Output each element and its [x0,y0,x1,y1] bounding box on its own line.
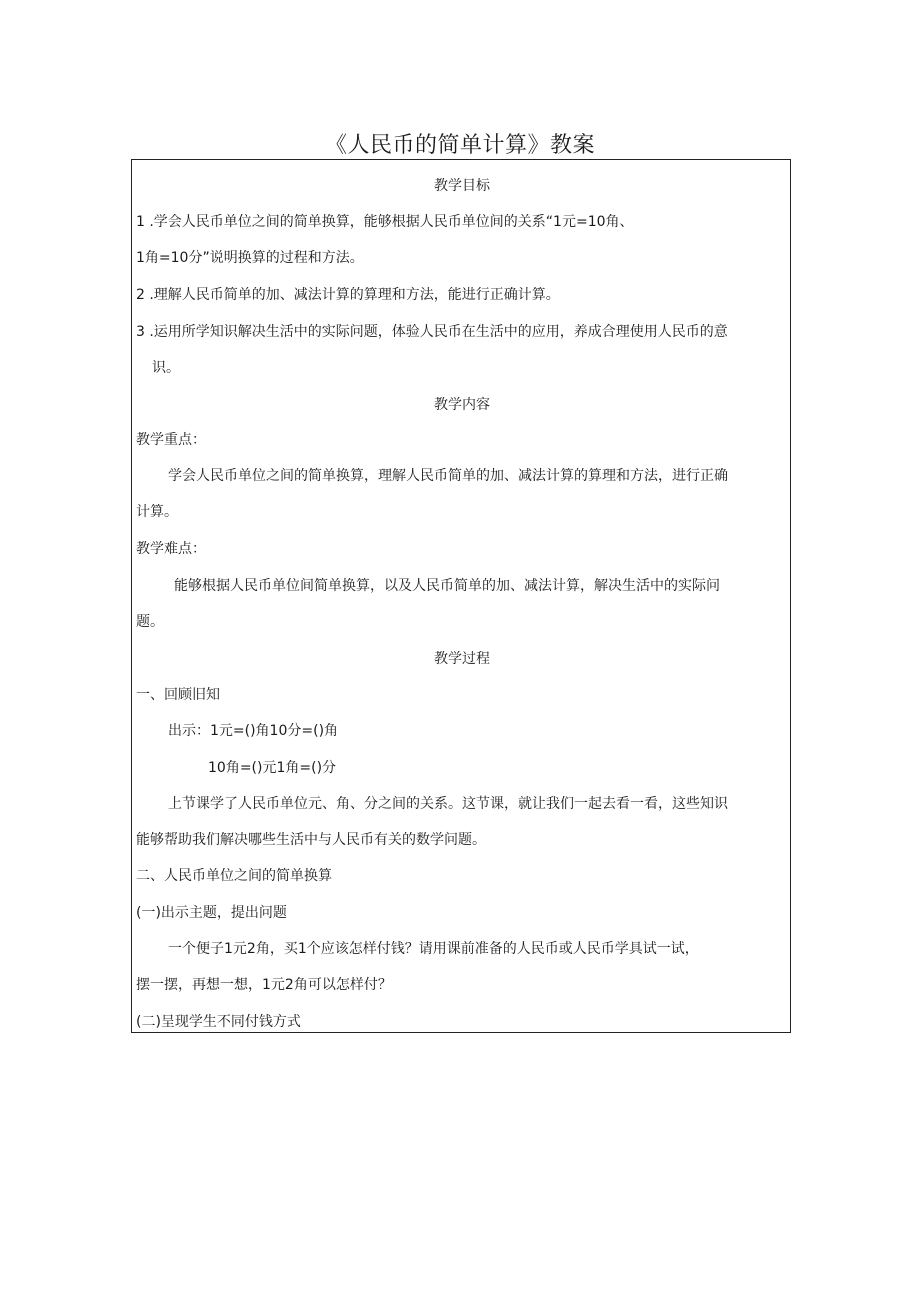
difficulties-label: 教学难点： [136,541,206,557]
problem-text-line-2: 摆一摆，再想一想，1元2角可以怎样付？ [136,977,392,993]
difficulties-line-2: 题。 [136,614,164,630]
objective-1-line-2: 1角=10分”说明换算的过程和方法。 [136,250,364,266]
difficulties-line-1: 能够根据人民币单位间简单换算，以及人民币简单的加、减法计算，解决生活中的实际问 [174,578,720,594]
part-1-heading: 一、回顾旧知 [136,687,220,703]
review-exercise-1: 出示：1元=()角10分=()角 [168,723,339,739]
review-text-line-1: 上节课学了人民币单位元、角、分之间的关系。这节课，就让我们一起去看一看，这些知识 [168,796,728,812]
review-text-line-2: 能够帮助我们解决哪些生活中与人民币有关的数学问题。 [136,832,486,848]
section-heading-process: 教学过程 [434,651,490,667]
key-points-label: 教学重点： [136,432,206,448]
document-title: 《人民币的简单计算》教案 [324,133,595,158]
objective-3-line-1: 3 .运用所学知识解决生活中的实际问题，体验人民币在生活中的应用，养成合理使用人民币的意 [136,324,728,340]
objective-2: 2 .理解人民币简单的加、减法计算的算理和方法，能进行正确计算。 [136,287,560,303]
subsection-1-heading: (一)出示主题，提出问题 [136,905,287,921]
key-points-line-2: 计算。 [136,504,178,520]
objective-3-line-2: 识。 [152,360,180,376]
subsection-2-heading: (二)呈现学生不同付钱方式 [136,1014,301,1030]
review-exercise-2: 10角=()元1角=()分 [208,760,337,776]
lesson-plan-table [131,159,791,1033]
key-points-line-1: 学会人民币单位之间的简单换算，理解人民币简单的加、减法计算的算理和方法，进行正确 [168,468,728,484]
section-heading-objectives: 教学目标 [434,178,490,194]
section-heading-content: 教学内容 [434,397,490,413]
part-2-heading: 二、人民币单位之间的简单换算 [136,868,332,884]
objective-1-line-1: 1 .学会人民币单位之间的简单换算，能够根据人民币单位间的关系“1元=10角、 [136,214,634,230]
problem-text-line-1: 一个便子1元2角，买1个应该怎样付钱？请用课前准备的人民币或人民币学具试一试， [168,941,699,957]
